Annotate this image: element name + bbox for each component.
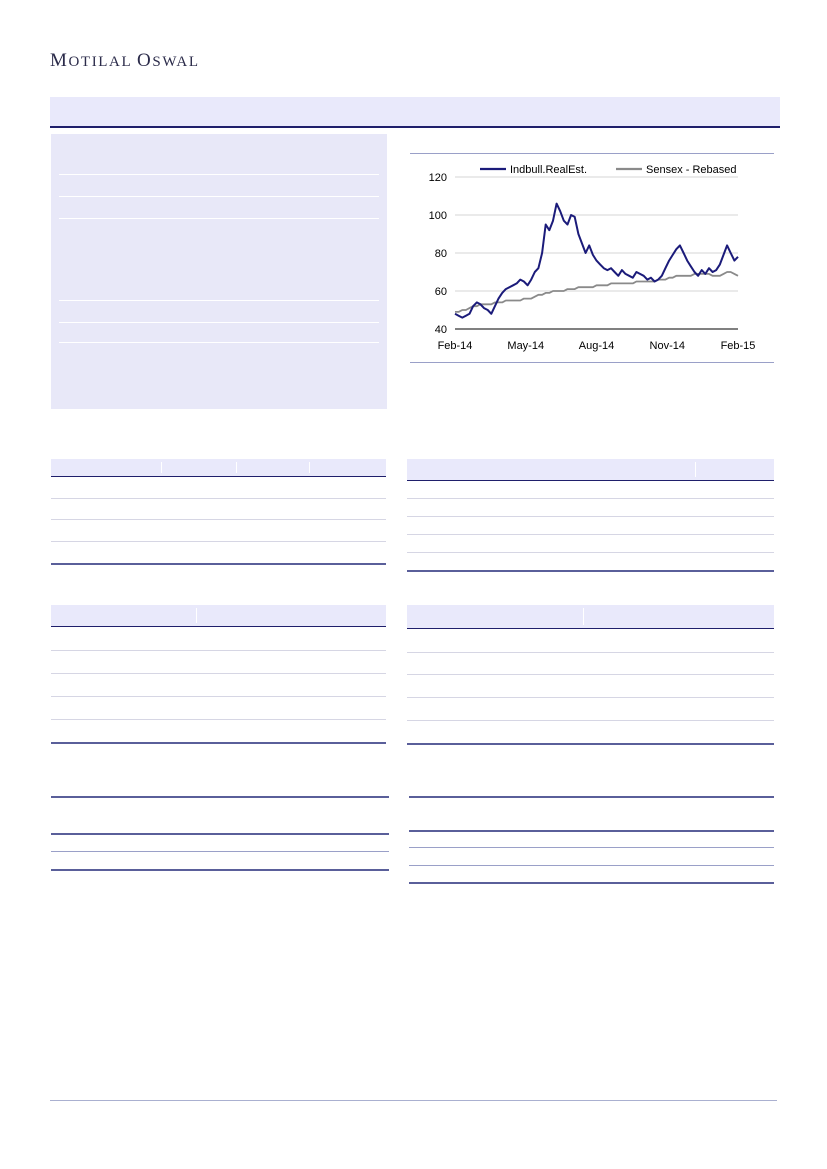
legend-label: Indbull.RealEst. xyxy=(510,164,588,176)
chart-svg xyxy=(410,153,774,363)
x-tick-label: Feb-14 xyxy=(437,340,473,352)
left-table-2 xyxy=(51,605,386,745)
y-tick-label: 100 xyxy=(428,210,447,222)
table-header xyxy=(51,605,386,627)
footer-rule xyxy=(50,1100,777,1101)
table-header xyxy=(407,459,774,481)
y-tick-label: 80 xyxy=(434,248,447,260)
right-table-1 xyxy=(407,459,774,572)
chart-bottom-rule xyxy=(410,362,774,363)
series-line xyxy=(455,204,738,318)
stock-performance-chart xyxy=(410,153,774,363)
x-tick-label: Feb-15 xyxy=(720,340,756,352)
legend-label: Sensex - Rebased xyxy=(646,164,737,176)
y-tick-label: 40 xyxy=(434,324,447,336)
y-tick-label: 60 xyxy=(434,286,447,298)
left-table-1 xyxy=(51,459,386,565)
table-header xyxy=(51,459,386,477)
brand-logo: MOTILAL OSWAL xyxy=(50,50,200,71)
x-tick-label: Nov-14 xyxy=(649,340,685,352)
title-band xyxy=(50,97,780,128)
x-tick-label: May-14 xyxy=(507,340,545,352)
table-header xyxy=(407,605,774,629)
stock-info-box xyxy=(51,134,387,409)
series-line xyxy=(455,272,738,312)
y-tick-label: 120 xyxy=(428,172,447,184)
x-tick-label: Aug-14 xyxy=(578,340,615,352)
right-table-2 xyxy=(407,605,774,746)
